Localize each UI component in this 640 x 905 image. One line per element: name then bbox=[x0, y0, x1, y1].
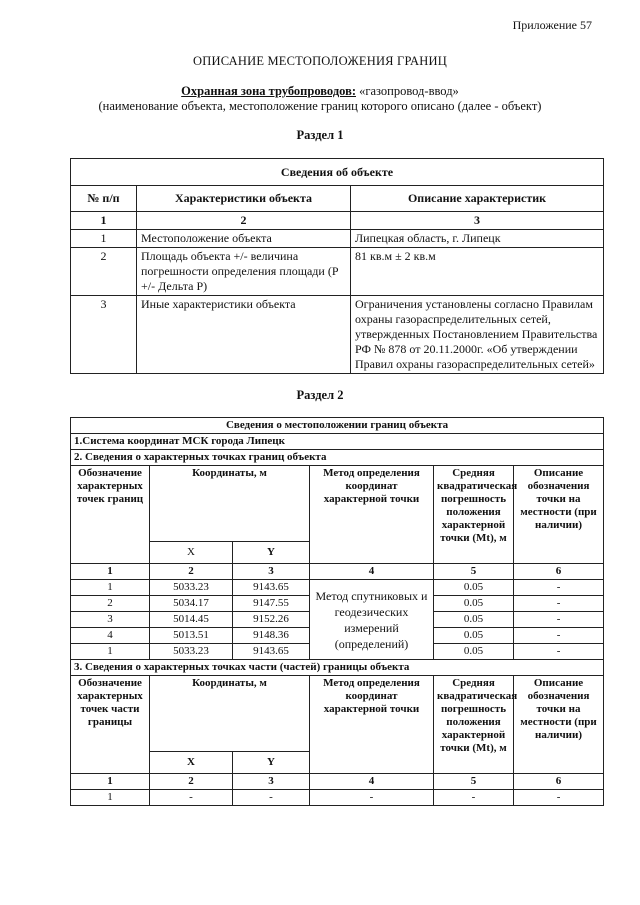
point-description: - bbox=[514, 596, 604, 612]
col-x-header: X bbox=[150, 542, 233, 564]
col-num-header: № п/п bbox=[71, 186, 137, 212]
table-index-cell: 4 bbox=[310, 774, 434, 790]
point-y: 9152.26 bbox=[233, 612, 310, 628]
col-coords-header: Координаты, м bbox=[150, 676, 310, 752]
boundary-table bbox=[70, 417, 604, 806]
point-number: 1 bbox=[71, 580, 150, 596]
col-char-header: Характеристики объекта bbox=[137, 186, 351, 212]
col-x-header: X bbox=[150, 752, 233, 774]
point-y: 9148.36 bbox=[233, 628, 310, 644]
part-point-description: - bbox=[514, 790, 604, 806]
row-description: Липецкая область, г. Липецк bbox=[351, 230, 604, 248]
point-x: 5013.51 bbox=[150, 628, 233, 644]
table-index-cell: 6 bbox=[514, 564, 604, 580]
point-x: 5033.23 bbox=[150, 580, 233, 596]
appendix-label: Приложение 57 bbox=[512, 18, 592, 32]
table-index-cell: 1 bbox=[71, 212, 137, 230]
table-row bbox=[71, 230, 604, 248]
table-index-cell: 3 bbox=[233, 564, 310, 580]
point-y: 9143.65 bbox=[233, 580, 310, 596]
col-accuracy-header: Средняя квадратическая погрешность положения характерной точки (Mt), м bbox=[434, 466, 514, 564]
col-coords-header: Координаты, м bbox=[150, 466, 310, 542]
col-desc-header: Описание обозначения точки на местности (при наличии) bbox=[514, 466, 604, 564]
part3-title: 3. Сведения о характерных точках части (частей) границы объекта bbox=[71, 660, 604, 676]
object-info-table bbox=[70, 158, 604, 374]
zone-note: (наименование объекта, местоположение границ которого описано (далее - объект) bbox=[98, 99, 542, 113]
coord-system: 1.Система координат МСК города Липецк bbox=[71, 434, 604, 450]
point-description: - bbox=[514, 644, 604, 660]
row-characteristic: Местоположение объекта bbox=[137, 230, 351, 248]
table-row bbox=[71, 248, 604, 296]
point-description: - bbox=[514, 612, 604, 628]
point-y: 9147.55 bbox=[233, 596, 310, 612]
row-description: Ограничения установлены согласно Правилам охраны газораспределительных сетей, утвержденных Постановлением Правительства РФ № 878 от 20.11.2000г. «Об утверждении Правил охраны газораспределительных сетей» bbox=[351, 296, 604, 374]
point-number: 3 bbox=[71, 612, 150, 628]
col-method-header: Метод определения координат характерной точки bbox=[310, 466, 434, 564]
row-characteristic: Площадь объекта +/- величина погрешности определения площади (Р +/- Дельта Р) bbox=[137, 248, 351, 296]
part-point-y: - bbox=[233, 790, 310, 806]
part-point-number: 1 bbox=[71, 790, 150, 806]
point-x: 5033.23 bbox=[150, 644, 233, 660]
zone-label: Охранная зона трубопроводов: bbox=[181, 84, 356, 98]
row-characteristic: Иные характеристики объекта bbox=[137, 296, 351, 374]
point-number: 1 bbox=[71, 644, 150, 660]
table-row bbox=[71, 296, 604, 374]
zone-line bbox=[0, 84, 640, 99]
point-accuracy: 0.05 bbox=[434, 596, 514, 612]
part2-title: 2. Сведения о характерных точках границ объекта bbox=[71, 450, 604, 466]
table-index-cell: 5 bbox=[434, 564, 514, 580]
section2-title: Раздел 2 bbox=[296, 388, 344, 402]
section1-title: Раздел 1 bbox=[296, 128, 344, 142]
point-number: 2 bbox=[71, 596, 150, 612]
row-number: 2 bbox=[71, 248, 137, 296]
part-point-x: - bbox=[150, 790, 233, 806]
point-x: 5014.45 bbox=[150, 612, 233, 628]
zone-value: «газопровод-ввод» bbox=[356, 84, 459, 98]
point-y: 9143.65 bbox=[233, 644, 310, 660]
table-index-cell: 3 bbox=[233, 774, 310, 790]
point-accuracy: 0.05 bbox=[434, 628, 514, 644]
table-index-cell: 2 bbox=[150, 564, 233, 580]
col-y-header: Y bbox=[233, 752, 310, 774]
row-description: 81 кв.м ± 2 кв.м bbox=[351, 248, 604, 296]
row-number: 3 bbox=[71, 296, 137, 374]
table-index-cell: 2 bbox=[150, 774, 233, 790]
table-index-cell: 3 bbox=[351, 212, 604, 230]
col-accuracy-header: Средняя квадратическая погрешность положения характерной точки (Mt), м bbox=[434, 676, 514, 774]
part-point-method: - bbox=[310, 790, 434, 806]
table-index-cell: 5 bbox=[434, 774, 514, 790]
table-index-cell: 2 bbox=[137, 212, 351, 230]
table-row bbox=[71, 790, 604, 806]
col-method-header: Метод определения координат характерной точки bbox=[310, 676, 434, 774]
point-accuracy: 0.05 bbox=[434, 580, 514, 596]
point-number: 4 bbox=[71, 628, 150, 644]
table-row bbox=[71, 580, 604, 596]
point-accuracy: 0.05 bbox=[434, 644, 514, 660]
part-point-accuracy: - bbox=[434, 790, 514, 806]
row-number: 1 bbox=[71, 230, 137, 248]
table-index-cell: 1 bbox=[71, 774, 150, 790]
document-title: ОПИСАНИЕ МЕСТОПОЛОЖЕНИЯ ГРАНИЦ bbox=[193, 54, 447, 68]
point-description: - bbox=[514, 580, 604, 596]
point-accuracy: 0.05 bbox=[434, 612, 514, 628]
col-point-header: Обозначение характерных точек границ bbox=[71, 466, 150, 564]
table-index-cell: 1 bbox=[71, 564, 150, 580]
point-description: - bbox=[514, 628, 604, 644]
point-x: 5034.17 bbox=[150, 596, 233, 612]
method-cell: Метод спутниковых и геодезических измерений (определений) bbox=[310, 580, 434, 660]
object-info-header: Сведения об объекте bbox=[71, 159, 604, 186]
col-desc-header: Описание характеристик bbox=[351, 186, 604, 212]
table-index-cell: 4 bbox=[310, 564, 434, 580]
col-y-header: Y bbox=[233, 542, 310, 564]
col-desc-header: Описание обозначения точки на местности (при наличии) bbox=[514, 676, 604, 774]
boundary-header: Сведения о местоположении границ объекта bbox=[71, 418, 604, 434]
col-point-part-header: Обозначение характерных точек части границы bbox=[71, 676, 150, 774]
table-index-cell: 6 bbox=[514, 774, 604, 790]
